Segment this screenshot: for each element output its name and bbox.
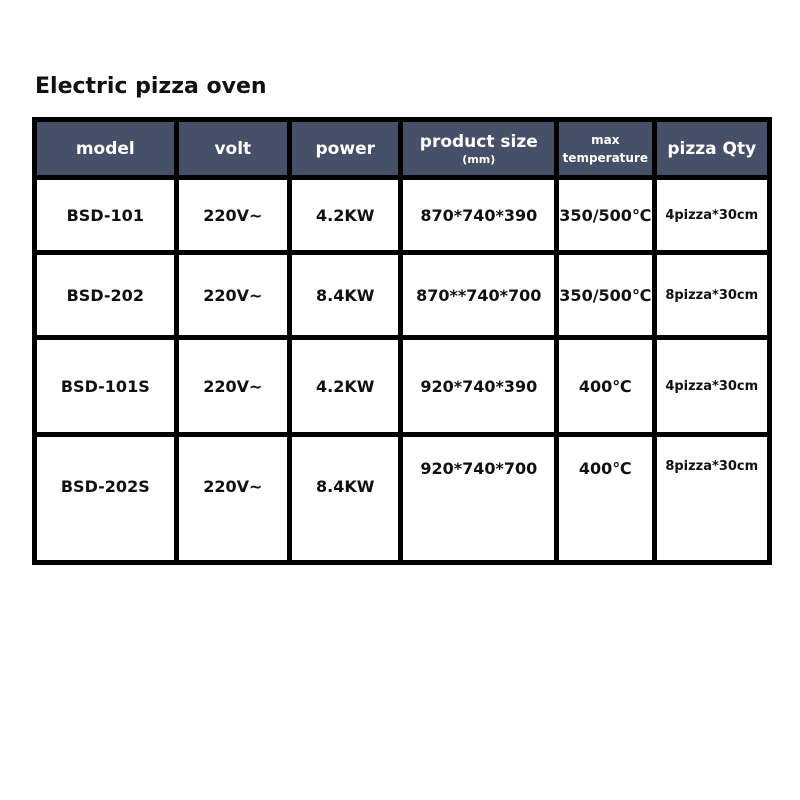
- cell-power: 4.2KW: [292, 180, 398, 250]
- header-max-temperature: [559, 122, 651, 175]
- header-max-temperature-line1: max: [591, 132, 620, 147]
- cell-pizza-qty: 8pizza*30cm: [657, 437, 768, 560]
- cell-model: BSD-202S: [37, 437, 174, 560]
- spec-table: [32, 117, 772, 565]
- cell-volt: 220V~: [179, 437, 287, 560]
- header-product-size-unit: (mm): [462, 152, 496, 166]
- header-product-size-label: product size: [419, 131, 538, 152]
- table-row: [37, 437, 767, 560]
- cell-model: BSD-101: [37, 180, 174, 250]
- cell-volt: 220V~: [179, 180, 287, 250]
- cell-temperature: 350/500℃: [559, 180, 651, 250]
- cell-size: 870**740*700: [403, 255, 554, 335]
- table-row: [37, 340, 767, 432]
- header-power: power: [292, 122, 398, 175]
- page-title: Electric pizza oven: [35, 74, 267, 99]
- cell-volt: 220V~: [179, 340, 287, 432]
- cell-model: BSD-202: [37, 255, 174, 335]
- table-row: [37, 255, 767, 335]
- cell-power: 8.4KW: [292, 255, 398, 335]
- cell-model: BSD-101S: [37, 340, 174, 432]
- cell-pizza-qty: 8pizza*30cm: [657, 255, 768, 335]
- cell-temperature: 350/500℃: [559, 255, 651, 335]
- cell-power: 4.2KW: [292, 340, 398, 432]
- cell-pizza-qty: 4pizza*30cm: [657, 180, 768, 250]
- cell-temperature: 400℃: [559, 437, 651, 560]
- header-product-size: [403, 122, 554, 175]
- cell-power: 8.4KW: [292, 437, 398, 560]
- table-row: [37, 180, 767, 250]
- cell-pizza-qty: 4pizza*30cm: [657, 340, 768, 432]
- cell-size: 920*740*700: [403, 437, 554, 560]
- cell-size: 870*740*390: [403, 180, 554, 250]
- header-row: [37, 122, 767, 175]
- header-volt: volt: [179, 122, 287, 175]
- header-pizza-qty: pizza Qty: [657, 122, 768, 175]
- cell-volt: 220V~: [179, 255, 287, 335]
- header-model: model: [37, 122, 174, 175]
- cell-temperature: 400℃: [559, 340, 651, 432]
- cell-size: 920*740*390: [403, 340, 554, 432]
- header-max-temperature-line2: temperature: [562, 150, 649, 165]
